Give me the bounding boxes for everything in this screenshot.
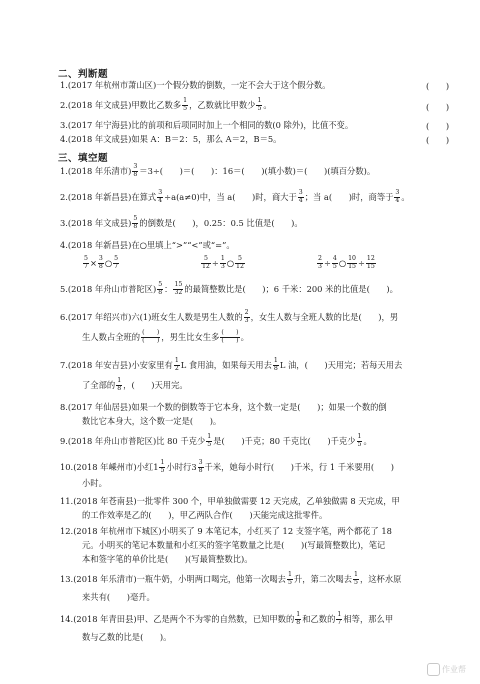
fill-q3: 3.(2018 年文成县) $\frac{5}{8}$ 的倒数是( )，0.25：0.5 比值是( )。 [60,215,303,230]
section-heading-fill-in: 三、填空题 [58,153,109,164]
fill-q9: 9.(2018 年舟山市普陀区)比 80 千克少 $\frac{1}{5}$ 是( )千克；80 千克比( )千克少 $\frac{1}{5}$ 。 [60,433,372,448]
fraction: $\frac{3}{4}$ [158,189,163,204]
fraction: $\frac{1}{5}$ [183,97,188,112]
fill-q7-line1: 7.(2018 年安吉县)小安家里有 $\frac{1}{2}$ L 食用油，如果每天用去 $\frac{1}{8}$ L 油，( )天用完；若每天用去 [60,357,403,372]
judge-q2: 2.(2018 年文成县)甲数比乙数多 $\frac{1}{5}$ ，乙数就比甲数少 $\frac{1}{5}$ 。 [60,97,272,112]
fill-q8-line1: 8.(2017 年仙居县)如果一个数的倒数等于它本身，这个数一定是( )；如果一个数的倒 [60,402,387,412]
judge-q4: 4.(2018 年文成县)如果 A：B＝2：5，那么 A＝2，B＝5。 [60,134,282,144]
fill-q7-line2: 了全部的 $\frac{1}{8}$ ，( )天用完。 [82,377,188,392]
compare-circle[interactable]: ○ [338,257,347,268]
compare-circle[interactable]: ○ [104,257,113,268]
fill-q8-line2: 数比它本身大，这个数一定是( )。 [82,416,222,426]
fill-q4: 4.(2018 年新昌县)在○里填上“>”“<”或“=”。 [60,240,235,250]
judge-q4-answer-paren: ( ) [426,135,450,145]
fill-q4-expr-1: $\frac{5}{7}$ × $\frac{3}{8}$ ○ $\frac{5}{7}$ [84,255,119,270]
fill-q2: 2.(2018 年新昌县)在算式 $\frac{3}{4}$ ÷a(a≠0)中，当 a( )时，商大于 $\frac{3}{4}$ ；当 a( )时，商等于 $\frac{3}{4}$ 。 [60,189,410,204]
fill-q14-line2: 数与乙数的比是( )。 [82,632,172,642]
fill-q12-line2: 元。小明买的笔记本数量和小红买的签字笔数量之比是( )(写最简整数比)，笔记 [82,540,386,550]
fill-q6-line2: 生人数占全班的 $\frac{( )}{( )}$ ，男生比女生多 $\frac{( )}{( )}$ 。 [82,329,249,344]
fraction: $\frac{3}{8}$ [133,163,138,178]
section-heading-judgement: 二、判断题 [58,69,109,80]
fill-q1: 1.(2018 年乐清市) $\frac{3}{8}$ ＝3÷( )＝( )：16＝( )(填小数)＝( )(填百分数)。 [60,163,376,178]
watermark: 作业帮 [427,663,466,676]
watermark-logo-icon [427,663,440,676]
fill-q14-line1: 14.(2018 年青田县)甲、乙是两个不为零的自然数，已知甲数的 $\frac{1}{8}$ 和乙数的 $\frac{1}{7}$ 相等，那么甲 [60,611,394,626]
compare-circle[interactable]: ○ [226,257,235,268]
fraction: $\frac{3}{4}$ [395,189,400,204]
judge-q3: 3.(2017 年宁海县)比的前项和后项同时加上一个相同的数(0 除外)，比值不变。 [60,120,354,130]
fraction: $\frac{5}{8}$ [133,215,138,230]
judge-q3-answer-paren: ( ) [426,121,450,131]
fill-q13-line2: 来共有( )毫升。 [82,592,155,602]
fraction: $\frac{1}{5}$ [257,97,262,112]
fill-q6-line1: 6.(2017 年绍兴市)六(1)班女生人数是男生人数的 $\frac{2}{3}$ ，女生人数与全班人数的比是( )，男 [60,309,399,324]
fill-q4-expr-2: $\frac{5}{12}$ ÷ $\frac{1}{3}$ ○ $\frac{5}{12}$ [202,255,244,270]
fill-q4-expr-3: $\frac{2}{3}$ ÷ $\frac{4}{5}$ ○ $\frac{10}{15}$ ÷ $\frac{12}{15}$ [318,255,375,270]
fill-q12-line3: 本和签字笔的单价比是( )(写最简整数比)。 [82,554,253,564]
judge-q1-answer-paren: ( ) [426,81,450,91]
judge-q1: 1.(2017 年杭州市萧山区)一个假分数的倒数，一定不会大于这个假分数。 [60,80,331,90]
fill-q10-line1: 10.(2018 年嵊州市)小红1 $\frac{1}{5}$ 小时行3 $\frac{3}{8}$ 千米，她每小时行( )千米，行 1 千米要用( ) [60,459,394,474]
fill-q11-line2: 的工作效率是乙的( )，甲乙两队合作( )天能完成这批零件。 [82,510,328,520]
fill-q11-line1: 11.(2018 年苍南县)一批零件 300 个，甲单独做需要 12 天完成，乙单独做需 8 天完成，甲 [60,496,400,506]
fill-q5: 5.(2018 年舟山市普陀区) $\frac{5}{8}$ ： $\frac{15}{32}$ 的最简整数比是( )；6 千米：200 米的比值是( )。 [60,281,398,296]
fill-q12-line1: 12.(2018 年杭州市下城区)小明买了 9 本笔记本，小红买了 12 支签字笔，两个都花了 18 [60,526,392,536]
judge-q2-answer-paren: ( ) [426,102,450,112]
fill-q10-line2: 小时。 [82,478,107,488]
fill-q13-line1: 13.(2018 年乐清市)一瓶牛奶，小明两口喝完，他第一次喝去 $\frac{1}{5}$ 升，第二次喝去 $\frac{1}{5}$ ，这杯水原 [60,571,402,586]
fraction: $\frac{3}{4}$ [298,189,303,204]
